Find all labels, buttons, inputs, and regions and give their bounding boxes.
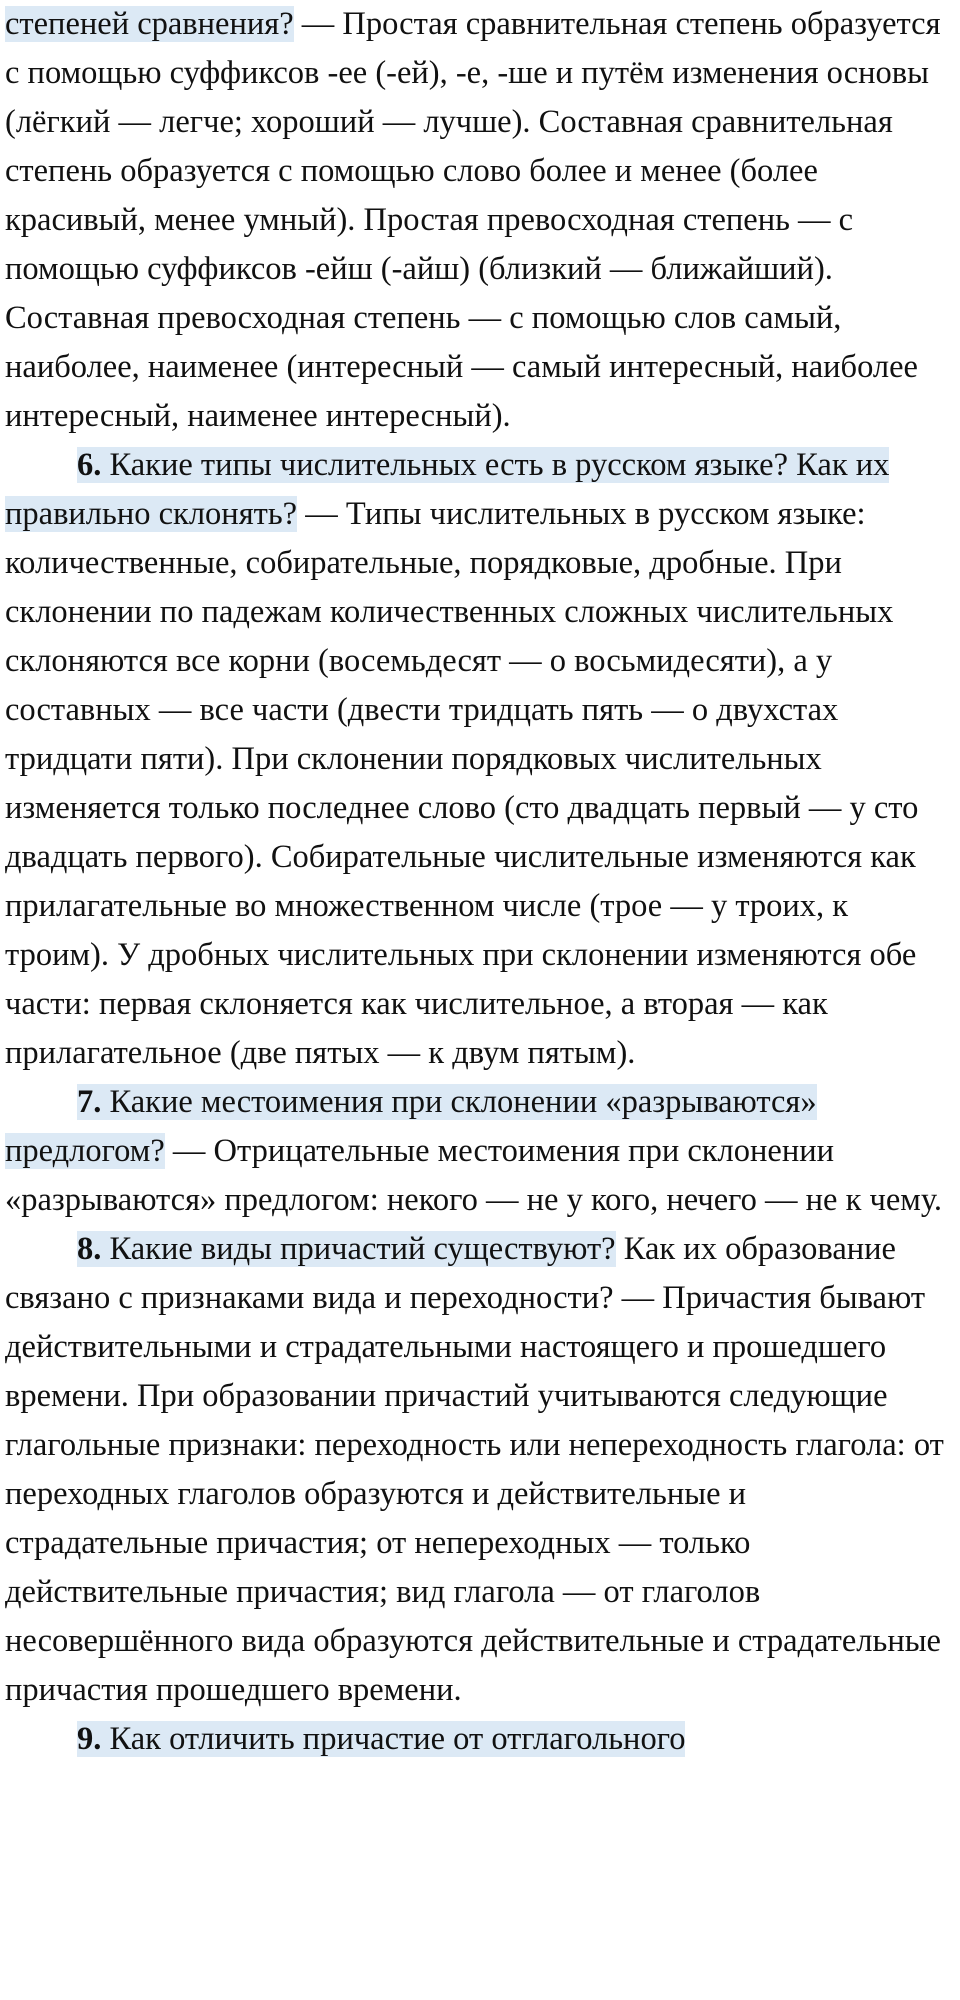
answer-text: — Простая сравнительная степень образуется с помощью суффиксов -ее (-ей), -е, -ше и путём изменения основы (лёгкий — легче; хороший — лучше). Составная сравнительная степень образуется с помощью слово более и менее (более красивый, менее умный). Простая превосходная степень — с помощью суффиксов -ейш (-айш) (близкий — ближайший). Составная превосходная степень — с помощью слов самый, наиболее, наименее (интересный — самый интересный, наиболее интересный, наименее интересный). [5, 6, 941, 434]
paragraph-question-9 [5, 1715, 950, 1764]
paragraph-comparison-degrees [5, 0, 950, 441]
paragraph-question-7 [5, 1078, 950, 1225]
question-number: 8. [77, 1231, 102, 1267]
question-number: 6. [77, 447, 102, 483]
question-text: Какие виды причастий существуют? [101, 1231, 616, 1267]
question-text: Какие типы числительных есть в русском языке? Как их правильно склонять? [5, 447, 890, 532]
paragraph-question-8 [5, 1225, 950, 1715]
question-number: 7. [77, 1084, 102, 1120]
paragraph-question-6 [5, 441, 950, 1078]
answer-text: Как их образование связано с признаками вида и переходности? — Причастия бывают действительными и страдательными настоящего и прошедшего времени. При образовании причастий учитываются следующие глагольные признаки: переходность или непереходность глагола: от переходных глаголов образуются и действительные и страдательные причастия; от непереходных — только действительные причастия; вид глагола — от глаголов несовершённого вида образуются действительные и страдательные причастия прошедшего времени. [5, 1231, 944, 1708]
question-text: Какие местоимения при склонении «разрываются» предлогом? [5, 1084, 817, 1169]
answer-text: — Отрицательные местоимения при склонении «разрываются» предлогом: некого — не у кого, нечего — не к чему. [5, 1133, 942, 1218]
question-highlight: степеней сравнения? [5, 6, 294, 42]
question-highlight [77, 1231, 616, 1267]
question-number: 9. [77, 1721, 102, 1757]
answer-text: — Типы числительных в русском языке: количественные, собирательные, порядковые, дробные. При склонении по падежам количественных сложных числительных склоняются все корни (восемьдесят — о восьмидесяти), а у составных — все части (двести тридцать пять — о двухстах тридцати пяти). При склонении порядковых числительных изменяется только последнее слово (сто двадцать первый — у сто двадцать первого). Собирательные числительные изменяются как прилагательные во множественном числе (трое — у троих, к троим). У дробных числительных при склонении изменяются обе части: первая склоняется как числительное, а вторая — как прилагательное (две пятых — к двум пятым). [5, 496, 919, 1071]
question-text: Как отличить причастие от отглагольного [101, 1721, 686, 1757]
question-highlight [77, 1721, 685, 1757]
